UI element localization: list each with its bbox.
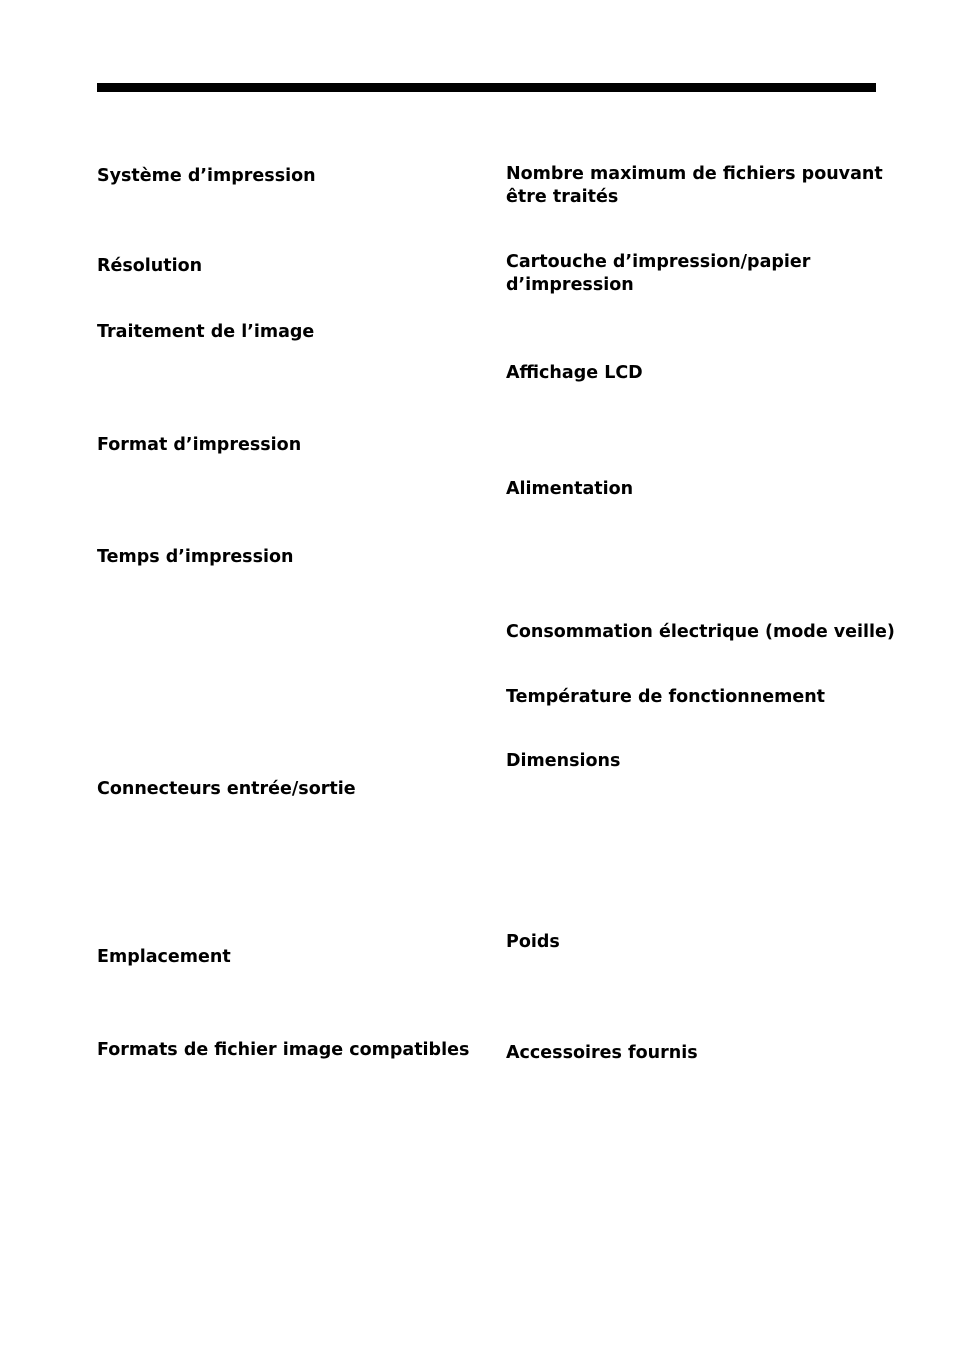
label-max-files-line-2: être traités xyxy=(506,187,619,207)
label-power-supply: Alimentation xyxy=(506,479,634,499)
label-power-consumption: Consommation électrique (mode veille) xyxy=(506,622,895,642)
label-slot: Emplacement xyxy=(97,947,231,967)
label-cartridge-paper-line-1: Cartouche d’impression/papier xyxy=(506,252,811,272)
label-dimensions: Dimensions xyxy=(506,751,621,771)
label-cartridge-paper xyxy=(506,251,810,297)
label-compatible-image-formats: Formats de fichier image compatibles xyxy=(97,1040,470,1060)
label-operating-temperature: Température de fonctionnement xyxy=(506,687,826,707)
label-print-time: Temps d’impression xyxy=(97,547,294,567)
label-print-system: Système d’impression xyxy=(97,166,316,186)
label-supplied-accessories: Accessoires fournis xyxy=(506,1043,698,1063)
label-resolution: Résolution xyxy=(97,256,203,276)
label-weight: Poids xyxy=(506,932,560,952)
label-max-files xyxy=(506,163,883,209)
label-max-files-line-1: Nombre maximum de fichiers pouvant xyxy=(506,164,883,184)
top-rule xyxy=(97,83,876,92)
label-lcd-display: Affichage LCD xyxy=(506,363,643,383)
label-image-processing: Traitement de l’image xyxy=(97,322,315,342)
label-cartridge-paper-line-2: d’impression xyxy=(506,275,634,295)
label-io-connectors: Connecteurs entrée/sortie xyxy=(97,779,356,799)
label-print-format: Format d’impression xyxy=(97,435,302,455)
